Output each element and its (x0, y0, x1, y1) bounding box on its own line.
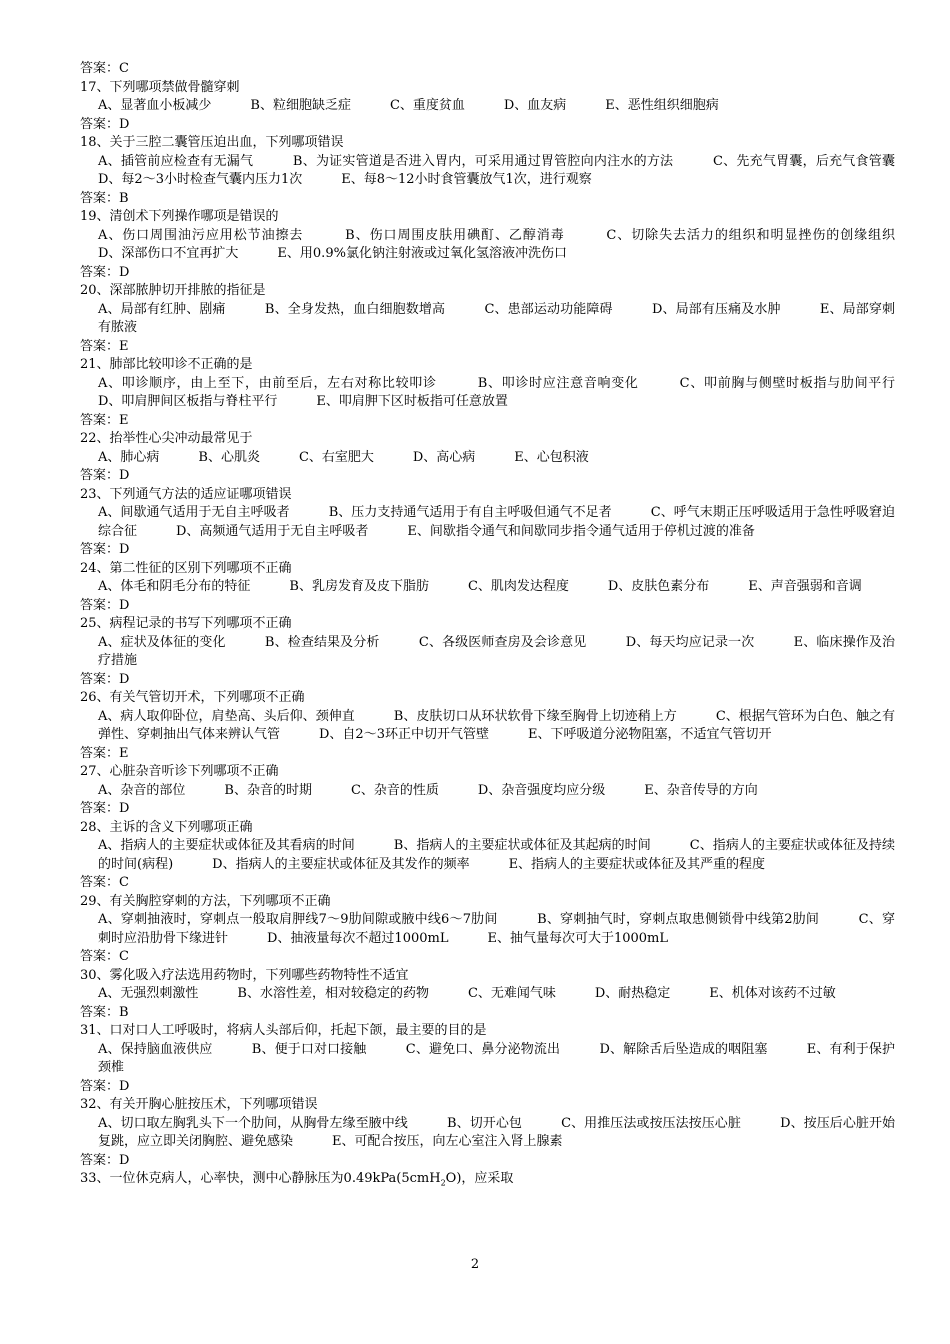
answer-line: 答案：D (80, 597, 130, 613)
questions-container (80, 79, 935, 1171)
question-options: A、病人取仰卧位，肩垫高、头后仰、颈伸直 B、皮肤切口从环状软骨下缘至胸骨上切迹稍上方 C、根据气管环为白色、触之有弹性、穿刺抽出气体来辨认气管 D、自2～3环正中切开气管壁 E、下呼吸道分泌物阻塞，不适宜气管切开 (98, 708, 895, 742)
answer-line: 答案：D (80, 468, 130, 483)
answer-line: 答案：E (80, 412, 129, 428)
question-options: A、穿刺抽液时，穿刺点一般取肩胛线7～9肋间隙或腋中线6～7肋间 B、穿刺抽气时，穿刺点取患侧锁骨中线第2肋间 C、穿刺时应沿肋骨下缘进针 D、抽液量每次不超过1000mL E、抽气量每次可大于1000mL (98, 912, 895, 946)
answer-line: 答案：E (80, 338, 129, 354)
question-options: A、叩诊顺序，由上至下，由前至后，左右对称比较叩诊 B、叩诊时应注意音响变化 C、叩前胸与侧壁时板指与肋间平行 D、叩肩胛间区板指与脊柱平行 E、叩肩胛下区时板指可任意放置 (98, 375, 935, 409)
answer-line: 答案：D (80, 671, 130, 687)
question-text: 33、一位休克病人，心率快，测中心静脉压为 (80, 1171, 344, 1186)
subscript: 2 (440, 1178, 446, 1188)
question-stem: 32、有关开胸心脏按压术，下列哪项错误 (80, 1097, 318, 1112)
question-stem: 24、第二性征的区别下列哪项不正确 (80, 560, 292, 576)
page-number: 2 (470, 1257, 480, 1272)
question-options: A、插管前应检查有无漏气 B、为证实管道是否进入胃内，可采用通过胃管腔向内注水的方法 C、先充气胃囊，后充气食管囊 D、每2～3小时检查气囊内压力1次 E、每8～12小时食管囊放气1次，进行观察 (98, 153, 935, 187)
question-stem: 29、有关胸腔穿刺的方法，下列哪项不正确 (80, 893, 331, 909)
question-list (80, 60, 935, 1193)
question-options: A、显著血小板减少 B、粒细胞缺乏症 C、重度贫血 D、血友病 E、恶性组织细胞病 (98, 98, 719, 113)
answer-line: 答案：B (80, 190, 129, 206)
question-text-end: O)，应采取 (445, 1171, 514, 1186)
question-stem: 19、清创术下列操作哪项是错误的 (80, 209, 279, 224)
question-stem: 18、关于三腔二囊管压迫出血，下列哪项错误 (80, 135, 344, 150)
answer-line: 答案：B (80, 1004, 129, 1020)
question-options: A、间歇通气适用于无自主呼吸者 B、压力支持通气适用于有自主呼吸但通气不足者 C、呼气末期正压呼吸适用于急性呼吸窘迫综合征 D、高频通气适用于无自主呼吸者 E、间歇指令通气和间歇同步指令通气适用于停机过渡的准备 (98, 505, 895, 539)
question-stem: 31、口对口人工呼吸时，将病人头部后仰，托起下颌，最主要的目的是 (80, 1023, 487, 1038)
question-stem: 25、病程记录的书写下列哪项不正确 (80, 616, 292, 631)
question-options: A、症状及体征的变化 B、检查结果及分析 C、各级医师查房及会诊意见 D、每天均应记录一次 E、临床操作及治疗措施 (98, 634, 895, 668)
question-options: A、局部有红肿、剧痛 B、全身发热，血白细胞数增高 C、患部运动功能障碍 D、局部有压痛及水肿 E、局部穿刺有脓液 (98, 301, 895, 335)
question-options: A、体毛和阴毛分布的特征 B、乳房发育及皮下脂肪 C、肌肉发达程度 D、皮肤色素分布 E、声音强弱和音调 (98, 579, 862, 594)
answer-line: 答案：D (80, 116, 130, 132)
answer-line: 答案：D (80, 264, 130, 280)
answer-line: 答案：E (80, 745, 129, 761)
answer-line: 答案：C (80, 61, 129, 76)
question-options: A、杂音的部位 B、杂音的时期 C、杂音的性质 D、杂音强度均应分级 E、杂音传导的方向 (98, 782, 758, 798)
question-stem: 28、主诉的含义下列哪项正确 (80, 819, 253, 835)
question-stem: 20、深部脓肿切开排脓的指征是 (80, 283, 266, 298)
answer-line: 答案：C (80, 949, 129, 964)
question-options: A、无强烈刺激性 B、水溶性差，相对较稳定的药物 C、无难闻气味 D、耐热稳定 E、机体对该药不过敏 (98, 986, 836, 1001)
question-options: A、肺心病 B、心肌炎 C、右室肥大 D、高心病 E、心包积液 (98, 449, 589, 465)
question-text-value: 0.49kPa(5cmH (343, 1171, 441, 1186)
question-stem: 27、心脏杂音听诊下列哪项不正确 (80, 764, 279, 779)
answer-line: 答案：D (80, 1078, 130, 1094)
answer-line: 答案：C (80, 875, 129, 890)
question-stem: 26、有关气管切开术，下列哪项不正确 (80, 690, 305, 705)
question-options: A、伤口周围油污应用松节油擦去 B、伤口周围皮肤用碘酊、乙醇消毒 C、切除失去活力的组织和明显挫伤的创缘组织 D、深部伤口不宜再扩大 E、用0.9%氯化钠注射液或过氧化氢溶液冲洗伤口 (98, 227, 935, 261)
question-stem (80, 1170, 895, 1193)
answer-line: 答案：D (80, 542, 130, 557)
question-stem: 30、雾化吸入疗法选用药物时，下列哪些药物特性不适宜 (80, 967, 409, 983)
answer-line: 答案：D (80, 1152, 130, 1168)
answer-line: 答案：D (80, 801, 130, 816)
question-stem: 22、抬举性心尖冲动最常见于 (80, 431, 253, 446)
question-stem: 21、肺部比较叩诊不正确的是 (80, 357, 253, 372)
question-stem: 23、下列通气方法的适应证哪项错误 (80, 486, 292, 502)
question-options: A、指病人的主要症状或体征及其看病的时间 B、指病人的主要症状或体征及其起病的时间 C、指病人的主要症状或体征及持续的时间(病程) D、指病人的主要症状或体征及其发作的频率 E、指病人的主要症状或体征及其严重的程度 (98, 838, 895, 872)
question-stem: 17、下列哪项禁做骨髓穿刺 (80, 79, 240, 95)
question-options: A、切口取左胸乳头下一个肋间，从胸骨左缘至腋中线 B、切开心包 C、用推压法或按压法按压心脏 D、按压后心脏开始复跳，应立即关闭胸腔、避免感染 E、可配合按压，向左心室注入肾上腺素 (98, 1115, 895, 1149)
question-options: A、保持脑血液供应 B、便于口对口接触 C、避免口、鼻分泌物流出 D、解除舌后坠造成的咽阻塞 E、有利于保护颈椎 (98, 1041, 895, 1075)
